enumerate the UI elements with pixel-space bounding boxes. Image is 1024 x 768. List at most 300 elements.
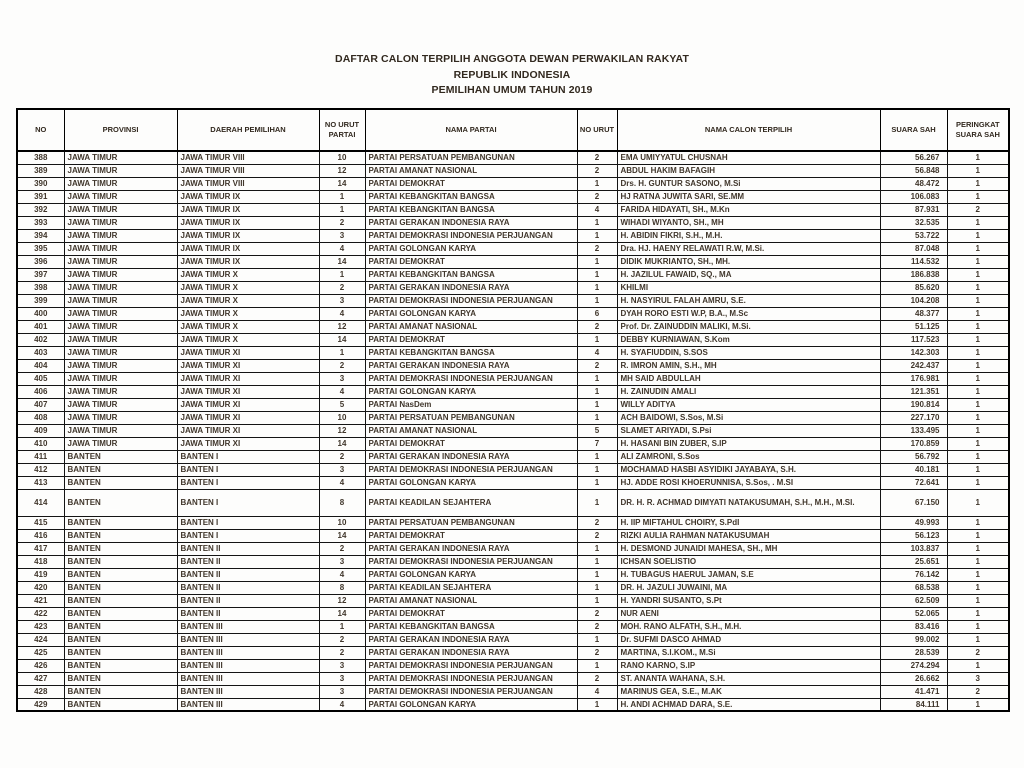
cell-no: 395 xyxy=(17,242,64,255)
cell-nama-calon-terpilih: Dr. SUFMI DASCO AHMAD xyxy=(617,633,880,646)
table-row xyxy=(17,294,1009,307)
cell-peringkat-suara-sah: 1 xyxy=(947,294,1009,307)
cell-no-urut-partai: 1 xyxy=(319,190,365,203)
cell-suara-sah: 56.792 xyxy=(880,450,947,463)
cell-peringkat-suara-sah: 1 xyxy=(947,411,1009,424)
cell-no-urut: 2 xyxy=(577,151,617,164)
cell-nama-partai: PARTAI GERAKAN INDONESIA RAYA xyxy=(365,281,577,294)
cell-peringkat-suara-sah: 1 xyxy=(947,333,1009,346)
cell-daerah-pemilihan: BANTEN II xyxy=(177,594,319,607)
cell-no-urut: 1 xyxy=(577,581,617,594)
cell-no-urut-partai: 4 xyxy=(319,242,365,255)
cell-no-urut-partai: 1 xyxy=(319,620,365,633)
cell-no-urut: 4 xyxy=(577,203,617,216)
table-row xyxy=(17,633,1009,646)
table-row xyxy=(17,516,1009,529)
cell-nama-partai: PARTAI GOLONGAN KARYA xyxy=(365,385,577,398)
cell-peringkat-suara-sah: 1 xyxy=(947,359,1009,372)
cell-daerah-pemilihan: JAWA TIMUR X xyxy=(177,268,319,281)
cell-nama-calon-terpilih: H. YANDRI SUSANTO, S.Pt xyxy=(617,594,880,607)
cell-nama-calon-terpilih: ICHSAN SOELISTIO xyxy=(617,555,880,568)
cell-nama-calon-terpilih: R. IMRON AMIN, S.H., MH xyxy=(617,359,880,372)
cell-no-urut-partai: 3 xyxy=(319,555,365,568)
table-row xyxy=(17,607,1009,620)
cell-daerah-pemilihan: JAWA TIMUR X xyxy=(177,294,319,307)
cell-provinsi: JAWA TIMUR xyxy=(64,359,177,372)
cell-nama-partai: PARTAI GERAKAN INDONESIA RAYA xyxy=(365,633,577,646)
cell-daerah-pemilihan: JAWA TIMUR XI xyxy=(177,398,319,411)
cell-no: 428 xyxy=(17,685,64,698)
cell-nama-calon-terpilih: MOCHAMAD HASBI ASYIDIKI JAYABAYA, S.H. xyxy=(617,463,880,476)
cell-nama-partai: PARTAI DEMOKRAT xyxy=(365,607,577,620)
cell-no: 412 xyxy=(17,463,64,476)
cell-no: 429 xyxy=(17,698,64,711)
table-row xyxy=(17,346,1009,359)
cell-daerah-pemilihan: BANTEN II xyxy=(177,581,319,594)
cell-no-urut: 2 xyxy=(577,190,617,203)
cell-nama-partai: PARTAI DEMOKRASI INDONESIA PERJUANGAN xyxy=(365,555,577,568)
cell-no-urut-partai: 3 xyxy=(319,659,365,672)
column-header-no: NO xyxy=(17,109,64,151)
cell-no: 399 xyxy=(17,294,64,307)
table-row xyxy=(17,177,1009,190)
cell-suara-sah: 274.294 xyxy=(880,659,947,672)
table-row xyxy=(17,242,1009,255)
cell-nama-partai: PARTAI DEMOKRASI INDONESIA PERJUANGAN xyxy=(365,685,577,698)
cell-provinsi: JAWA TIMUR xyxy=(64,372,177,385)
cell-daerah-pemilihan: JAWA TIMUR XI xyxy=(177,437,319,450)
table-row xyxy=(17,307,1009,320)
cell-no: 408 xyxy=(17,411,64,424)
cell-nama-calon-terpilih: WIHADI WIYANTO, SH., MH xyxy=(617,216,880,229)
document-title-line2: REPUBLIK INDONESIA xyxy=(453,68,571,81)
table-row xyxy=(17,203,1009,216)
cell-peringkat-suara-sah: 1 xyxy=(947,307,1009,320)
cell-no-urut-partai: 2 xyxy=(319,542,365,555)
cell-no-urut-partai: 2 xyxy=(319,450,365,463)
column-header-nama-calon-terpilih: NAMA CALON TERPILIH xyxy=(617,109,880,151)
cell-daerah-pemilihan: JAWA TIMUR X xyxy=(177,333,319,346)
cell-suara-sah: 87.931 xyxy=(880,203,947,216)
cell-daerah-pemilihan: JAWA TIMUR X xyxy=(177,281,319,294)
cell-no: 393 xyxy=(17,216,64,229)
cell-daerah-pemilihan: JAWA TIMUR IX xyxy=(177,242,319,255)
cell-peringkat-suara-sah: 1 xyxy=(947,463,1009,476)
cell-nama-partai: PARTAI GOLONGAN KARYA xyxy=(365,698,577,711)
cell-suara-sah: 190.814 xyxy=(880,398,947,411)
cell-nama-partai: PARTAI PERSATUAN PEMBANGUNAN xyxy=(365,151,577,164)
cell-suara-sah: 48.377 xyxy=(880,307,947,320)
cell-no-urut: 2 xyxy=(577,620,617,633)
cell-peringkat-suara-sah: 1 xyxy=(947,555,1009,568)
cell-no: 420 xyxy=(17,581,64,594)
table-row xyxy=(17,476,1009,489)
cell-no: 396 xyxy=(17,255,64,268)
cell-daerah-pemilihan: JAWA TIMUR IX xyxy=(177,229,319,242)
cell-nama-calon-terpilih: KHILMI xyxy=(617,281,880,294)
table-row xyxy=(17,164,1009,177)
cell-suara-sah: 52.065 xyxy=(880,607,947,620)
cell-daerah-pemilihan: JAWA TIMUR VIII xyxy=(177,151,319,164)
cell-no-urut: 4 xyxy=(577,685,617,698)
table-row xyxy=(17,190,1009,203)
table-row xyxy=(17,320,1009,333)
table-row xyxy=(17,529,1009,542)
cell-nama-partai: PARTAI KEBANGKITAN BANGSA xyxy=(365,268,577,281)
cell-no-urut-partai: 8 xyxy=(319,489,365,516)
cell-peringkat-suara-sah: 1 xyxy=(947,151,1009,164)
column-header-daerah-pemilihan: DAERAH PEMILIHAN xyxy=(177,109,319,151)
cell-no-urut-partai: 3 xyxy=(319,229,365,242)
cell-peringkat-suara-sah: 1 xyxy=(947,424,1009,437)
cell-nama-partai: PARTAI GERAKAN INDONESIA RAYA xyxy=(365,359,577,372)
cell-nama-calon-terpilih: ST. ANANTA WAHANA, S.H. xyxy=(617,672,880,685)
cell-nama-partai: PARTAI AMANAT NASIONAL xyxy=(365,164,577,177)
cell-nama-partai: PARTAI AMANAT NASIONAL xyxy=(365,320,577,333)
cell-no-urut-partai: 5 xyxy=(319,398,365,411)
cell-no-urut-partai: 10 xyxy=(319,411,365,424)
cell-peringkat-suara-sah: 1 xyxy=(947,633,1009,646)
cell-no: 397 xyxy=(17,268,64,281)
cell-nama-partai: PARTAI GOLONGAN KARYA xyxy=(365,568,577,581)
cell-no: 406 xyxy=(17,385,64,398)
cell-no: 418 xyxy=(17,555,64,568)
cell-daerah-pemilihan: JAWA TIMUR X xyxy=(177,307,319,320)
cell-provinsi: JAWA TIMUR xyxy=(64,307,177,320)
cell-no-urut-partai: 2 xyxy=(319,633,365,646)
cell-no-urut: 1 xyxy=(577,229,617,242)
cell-daerah-pemilihan: BANTEN III xyxy=(177,698,319,711)
cell-nama-partai: PARTAI DEMOKRASI INDONESIA PERJUANGAN xyxy=(365,463,577,476)
cell-no-urut-partai: 4 xyxy=(319,568,365,581)
cell-nama-partai: PARTAI PERSATUAN PEMBANGUNAN xyxy=(365,411,577,424)
cell-provinsi: BANTEN xyxy=(64,594,177,607)
cell-peringkat-suara-sah: 1 xyxy=(947,620,1009,633)
cell-no-urut: 1 xyxy=(577,555,617,568)
cell-peringkat-suara-sah: 1 xyxy=(947,581,1009,594)
cell-provinsi: BANTEN xyxy=(64,516,177,529)
cell-daerah-pemilihan: BANTEN I xyxy=(177,516,319,529)
cell-nama-partai: PARTAI GERAKAN INDONESIA RAYA xyxy=(365,646,577,659)
cell-suara-sah: 68.538 xyxy=(880,581,947,594)
cell-nama-partai: PARTAI AMANAT NASIONAL xyxy=(365,594,577,607)
cell-no-urut-partai: 14 xyxy=(319,333,365,346)
cell-daerah-pemilihan: BANTEN III xyxy=(177,646,319,659)
cell-no-urut: 1 xyxy=(577,398,617,411)
cell-nama-partai: PARTAI AMANAT NASIONAL xyxy=(365,424,577,437)
cell-peringkat-suara-sah: 1 xyxy=(947,568,1009,581)
cell-daerah-pemilihan: BANTEN I xyxy=(177,476,319,489)
cell-provinsi: BANTEN xyxy=(64,489,177,516)
cell-peringkat-suara-sah: 1 xyxy=(947,698,1009,711)
cell-no: 419 xyxy=(17,568,64,581)
elected-candidates-table xyxy=(16,108,1010,712)
cell-suara-sah: 114.532 xyxy=(880,255,947,268)
cell-no-urut: 1 xyxy=(577,450,617,463)
cell-nama-partai: PARTAI KEADILAN SEJAHTERA xyxy=(365,581,577,594)
cell-provinsi: JAWA TIMUR xyxy=(64,190,177,203)
cell-provinsi: BANTEN xyxy=(64,463,177,476)
table-row xyxy=(17,659,1009,672)
table-row xyxy=(17,620,1009,633)
cell-daerah-pemilihan: JAWA TIMUR VIII xyxy=(177,164,319,177)
cell-no-urut-partai: 4 xyxy=(319,307,365,320)
cell-peringkat-suara-sah: 1 xyxy=(947,594,1009,607)
cell-nama-partai: PARTAI GOLONGAN KARYA xyxy=(365,307,577,320)
cell-suara-sah: 49.993 xyxy=(880,516,947,529)
cell-nama-calon-terpilih: H. SYAFIUDDIN, S.SOS xyxy=(617,346,880,359)
cell-no-urut: 1 xyxy=(577,294,617,307)
cell-no-urut: 1 xyxy=(577,385,617,398)
cell-no-urut-partai: 2 xyxy=(319,281,365,294)
cell-suara-sah: 242.437 xyxy=(880,359,947,372)
cell-provinsi: JAWA TIMUR xyxy=(64,151,177,164)
cell-nama-calon-terpilih: DIDIK MUKRIANTO, SH., MH. xyxy=(617,255,880,268)
table-row xyxy=(17,216,1009,229)
cell-provinsi: BANTEN xyxy=(64,620,177,633)
cell-provinsi: JAWA TIMUR xyxy=(64,294,177,307)
cell-nama-calon-terpilih: FARIDA HIDAYATI, SH., M.Kn xyxy=(617,203,880,216)
cell-nama-calon-terpilih: H. JAZILUL FAWAID, SQ., MA xyxy=(617,268,880,281)
cell-provinsi: BANTEN xyxy=(64,698,177,711)
table-row xyxy=(17,255,1009,268)
cell-daerah-pemilihan: BANTEN II xyxy=(177,568,319,581)
cell-no-urut: 7 xyxy=(577,437,617,450)
cell-no-urut-partai: 14 xyxy=(319,255,365,268)
cell-peringkat-suara-sah: 1 xyxy=(947,489,1009,516)
cell-no-urut-partai: 12 xyxy=(319,594,365,607)
cell-no: 416 xyxy=(17,529,64,542)
cell-provinsi: JAWA TIMUR xyxy=(64,216,177,229)
cell-no: 410 xyxy=(17,437,64,450)
cell-peringkat-suara-sah: 1 xyxy=(947,229,1009,242)
cell-no: 426 xyxy=(17,659,64,672)
cell-daerah-pemilihan: JAWA TIMUR XI xyxy=(177,372,319,385)
table-row xyxy=(17,594,1009,607)
table-row xyxy=(17,151,1009,164)
cell-no: 401 xyxy=(17,320,64,333)
cell-peringkat-suara-sah: 1 xyxy=(947,242,1009,255)
cell-daerah-pemilihan: JAWA TIMUR XI xyxy=(177,385,319,398)
cell-no: 405 xyxy=(17,372,64,385)
cell-no-urut-partai: 12 xyxy=(319,164,365,177)
cell-nama-calon-terpilih: H. TUBAGUS HAERUL JAMAN, S.E xyxy=(617,568,880,581)
table-row xyxy=(17,372,1009,385)
cell-suara-sah: 176.981 xyxy=(880,372,947,385)
cell-no: 415 xyxy=(17,516,64,529)
cell-provinsi: JAWA TIMUR xyxy=(64,281,177,294)
cell-no-urut: 4 xyxy=(577,346,617,359)
cell-no: 403 xyxy=(17,346,64,359)
cell-nama-calon-terpilih: ABDUL HAKIM BAFAGIH xyxy=(617,164,880,177)
cell-suara-sah: 62.509 xyxy=(880,594,947,607)
cell-suara-sah: 99.002 xyxy=(880,633,947,646)
cell-provinsi: BANTEN xyxy=(64,581,177,594)
cell-peringkat-suara-sah: 2 xyxy=(947,203,1009,216)
cell-no: 404 xyxy=(17,359,64,372)
cell-nama-partai: PARTAI GERAKAN INDONESIA RAYA xyxy=(365,542,577,555)
table-row xyxy=(17,672,1009,685)
cell-suara-sah: 142.303 xyxy=(880,346,947,359)
cell-no: 400 xyxy=(17,307,64,320)
cell-nama-calon-terpilih: RANO KARNO, S.IP xyxy=(617,659,880,672)
cell-no-urut: 2 xyxy=(577,516,617,529)
cell-nama-partai: PARTAI NasDem xyxy=(365,398,577,411)
cell-suara-sah: 104.208 xyxy=(880,294,947,307)
cell-provinsi: JAWA TIMUR xyxy=(64,320,177,333)
table-row xyxy=(17,359,1009,372)
cell-suara-sah: 26.662 xyxy=(880,672,947,685)
cell-no-urut: 1 xyxy=(577,594,617,607)
cell-suara-sah: 25.651 xyxy=(880,555,947,568)
cell-nama-partai: PARTAI KEBANGKITAN BANGSA xyxy=(365,620,577,633)
cell-nama-calon-terpilih: HJ. ADDE ROSI KHOERUNNISA, S.Sos, . M.SI xyxy=(617,476,880,489)
cell-peringkat-suara-sah: 1 xyxy=(947,476,1009,489)
cell-no-urut: 6 xyxy=(577,307,617,320)
cell-suara-sah: 48.472 xyxy=(880,177,947,190)
cell-nama-calon-terpilih: Prof. Dr. ZAINUDDIN MALIKI, M.Si. xyxy=(617,320,880,333)
table-row xyxy=(17,555,1009,568)
cell-suara-sah: 67.150 xyxy=(880,489,947,516)
cell-no: 417 xyxy=(17,542,64,555)
cell-nama-partai: PARTAI DEMOKRASI INDONESIA PERJUANGAN xyxy=(365,659,577,672)
cell-suara-sah: 170.859 xyxy=(880,437,947,450)
cell-daerah-pemilihan: BANTEN I xyxy=(177,489,319,516)
cell-no-urut: 2 xyxy=(577,164,617,177)
cell-no-urut: 1 xyxy=(577,489,617,516)
cell-no: 389 xyxy=(17,164,64,177)
cell-provinsi: JAWA TIMUR xyxy=(64,437,177,450)
cell-no-urut-partai: 3 xyxy=(319,672,365,685)
cell-daerah-pemilihan: BANTEN II xyxy=(177,607,319,620)
table-header-row xyxy=(17,109,1009,151)
table-row xyxy=(17,424,1009,437)
cell-daerah-pemilihan: BANTEN I xyxy=(177,450,319,463)
cell-provinsi: JAWA TIMUR xyxy=(64,424,177,437)
cell-suara-sah: 56.123 xyxy=(880,529,947,542)
cell-daerah-pemilihan: BANTEN III xyxy=(177,672,319,685)
cell-daerah-pemilihan: JAWA TIMUR IX xyxy=(177,255,319,268)
cell-no-urut: 1 xyxy=(577,411,617,424)
cell-daerah-pemilihan: JAWA TIMUR X xyxy=(177,320,319,333)
cell-no-urut: 1 xyxy=(577,333,617,346)
cell-no-urut: 1 xyxy=(577,698,617,711)
cell-nama-calon-terpilih: MARTINA, S.I.KOM., M.Si xyxy=(617,646,880,659)
cell-suara-sah: 117.523 xyxy=(880,333,947,346)
cell-nama-calon-terpilih: MH SAID ABDULLAH xyxy=(617,372,880,385)
cell-no-urut-partai: 1 xyxy=(319,203,365,216)
cell-no-urut: 1 xyxy=(577,255,617,268)
table-row xyxy=(17,698,1009,711)
cell-daerah-pemilihan: BANTEN I xyxy=(177,529,319,542)
cell-suara-sah: 83.416 xyxy=(880,620,947,633)
cell-no: 407 xyxy=(17,398,64,411)
cell-nama-calon-terpilih: SLAMET ARIYADI, S.Psi xyxy=(617,424,880,437)
cell-suara-sah: 103.837 xyxy=(880,542,947,555)
cell-no-urut-partai: 8 xyxy=(319,581,365,594)
cell-no: 394 xyxy=(17,229,64,242)
cell-daerah-pemilihan: JAWA TIMUR XI xyxy=(177,359,319,372)
cell-provinsi: JAWA TIMUR xyxy=(64,177,177,190)
cell-nama-calon-terpilih: HJ RATNA JUWITA SARI, SE.MM xyxy=(617,190,880,203)
table-row xyxy=(17,685,1009,698)
cell-nama-partai: PARTAI KEBANGKITAN BANGSA xyxy=(365,203,577,216)
document-title-line3: PEMILIHAN UMUM TAHUN 2019 xyxy=(431,84,593,96)
cell-no-urut: 1 xyxy=(577,177,617,190)
cell-no: 413 xyxy=(17,476,64,489)
cell-suara-sah: 133.495 xyxy=(880,424,947,437)
cell-nama-partai: PARTAI DEMOKRAT xyxy=(365,437,577,450)
cell-provinsi: JAWA TIMUR xyxy=(64,268,177,281)
cell-daerah-pemilihan: JAWA TIMUR IX xyxy=(177,190,319,203)
cell-nama-calon-terpilih: H. ABIDIN FIKRI, S.H., M.H. xyxy=(617,229,880,242)
cell-nama-calon-terpilih: H. ZAINUDIN AMALI xyxy=(617,385,880,398)
cell-no: 402 xyxy=(17,333,64,346)
cell-nama-partai: PARTAI GERAKAN INDONESIA RAYA xyxy=(365,450,577,463)
cell-daerah-pemilihan: BANTEN I xyxy=(177,463,319,476)
cell-nama-calon-terpilih: H. DESMOND JUNAIDI MAHESA, SH., MH xyxy=(617,542,880,555)
cell-no: 425 xyxy=(17,646,64,659)
cell-no-urut: 1 xyxy=(577,463,617,476)
cell-daerah-pemilihan: BANTEN II xyxy=(177,555,319,568)
table-row xyxy=(17,398,1009,411)
cell-no-urut: 2 xyxy=(577,242,617,255)
cell-no: 411 xyxy=(17,450,64,463)
cell-provinsi: JAWA TIMUR xyxy=(64,385,177,398)
cell-no-urut: 2 xyxy=(577,607,617,620)
cell-suara-sah: 40.181 xyxy=(880,463,947,476)
table-body xyxy=(17,151,1009,711)
cell-peringkat-suara-sah: 1 xyxy=(947,437,1009,450)
cell-daerah-pemilihan: BANTEN III xyxy=(177,659,319,672)
cell-peringkat-suara-sah: 1 xyxy=(947,216,1009,229)
column-header-peringkat-suara-sah: PERINGKAT SUARA SAH xyxy=(947,109,1009,151)
cell-daerah-pemilihan: JAWA TIMUR IX xyxy=(177,216,319,229)
cell-suara-sah: 186.838 xyxy=(880,268,947,281)
cell-nama-partai: PARTAI PERSATUAN PEMBANGUNAN xyxy=(365,516,577,529)
cell-no-urut-partai: 14 xyxy=(319,529,365,542)
cell-daerah-pemilihan: BANTEN II xyxy=(177,542,319,555)
cell-no-urut-partai: 10 xyxy=(319,151,365,164)
table-row xyxy=(17,411,1009,424)
cell-peringkat-suara-sah: 1 xyxy=(947,177,1009,190)
table-row xyxy=(17,268,1009,281)
cell-nama-calon-terpilih: NUR AENI xyxy=(617,607,880,620)
cell-peringkat-suara-sah: 2 xyxy=(947,685,1009,698)
cell-peringkat-suara-sah: 1 xyxy=(947,164,1009,177)
cell-provinsi: BANTEN xyxy=(64,633,177,646)
cell-no-urut: 2 xyxy=(577,529,617,542)
cell-nama-partai: PARTAI DEMOKRAT xyxy=(365,529,577,542)
cell-no-urut-partai: 4 xyxy=(319,698,365,711)
cell-peringkat-suara-sah: 1 xyxy=(947,450,1009,463)
cell-peringkat-suara-sah: 1 xyxy=(947,281,1009,294)
cell-nama-partai: PARTAI GOLONGAN KARYA xyxy=(365,476,577,489)
cell-nama-calon-terpilih: H. ANDI ACHMAD DARA, S.E. xyxy=(617,698,880,711)
cell-no-urut: 2 xyxy=(577,320,617,333)
cell-peringkat-suara-sah: 1 xyxy=(947,385,1009,398)
cell-nama-calon-terpilih: ACH BAIDOWI, S.Sos, M.Si xyxy=(617,411,880,424)
cell-daerah-pemilihan: JAWA TIMUR XI xyxy=(177,411,319,424)
cell-provinsi: BANTEN xyxy=(64,529,177,542)
cell-suara-sah: 84.111 xyxy=(880,698,947,711)
cell-no-urut-partai: 4 xyxy=(319,476,365,489)
cell-provinsi: BANTEN xyxy=(64,555,177,568)
cell-nama-calon-terpilih: WILLY ADITYA xyxy=(617,398,880,411)
table-row xyxy=(17,568,1009,581)
cell-provinsi: BANTEN xyxy=(64,672,177,685)
cell-peringkat-suara-sah: 1 xyxy=(947,607,1009,620)
